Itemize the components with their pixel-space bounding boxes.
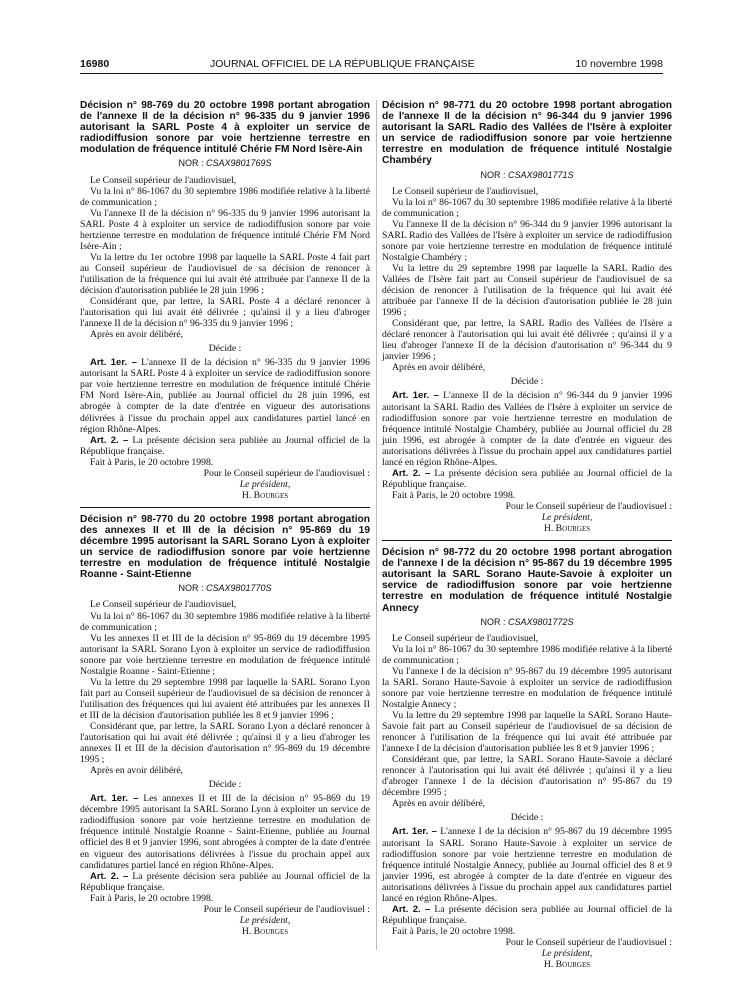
article-1 <box>80 793 370 870</box>
article-text: L'annexe II de la décision n° 96-335 du 9 janvier 1996 autorisant la SARL Poste 4 à exploiter un service de radiodiffusion sonore par voie hertzienne terrestre en modulation de fréquence intitulé Chérie FM Nord Isère-Ain, publiée au Journal officiel du 28 juin 1996, est abrogée à compter de la date d'entrée en vigueur des autorisations délivrées à l'issue du prochain appel aux candidatures partiel lancé en région Rhône-Alpes. <box>80 357 370 435</box>
paragraph: Vu la lettre du 1er octobre 1998 par laquelle la SARL Poste 4 fait part au Conseil supérieur de l'audiovisuel de sa décision de renoncer à l'utilisation de la fréquence qui lui avait été attribuée par l'annexe II de la décision d'autorisation publiée le 28 juin 1996 ; <box>80 251 370 296</box>
article-text: L'annexe II de la décision n° 96-344 du 9 janvier 1996 autorisant la SARL Radio des Vallées de l'Isère à exploiter un service de radiodiffusion sonore par voie hertzienne terrestre en modulation de fréquence intitulé Nostalgie Chambéry, publiée au Journal officiel du 28 juin 1996, est abrogée à compter de la date d'entrée en vigueur des autorisations délivrées à l'issue du prochain appel aux candidatures partiel lancé en région Rhône-Alpes. <box>382 390 672 468</box>
article-label: Art. 2. – <box>90 434 129 446</box>
decision-title: Décision n° 98-772 du 20 octobre 1998 portant abrogation de l'annexe I de la décision n° 95-867 du 19 décembre 1995 autorisant la SARL Sorano Haute-Savoie à exploiter un service de radiodiffusion sonore par voie hertzienne terrestre en modulation de fréquence intitulé Nostalgie Annecy <box>382 547 672 614</box>
paragraph: Vu l'annexe I de la décision n° 95-867 du 19 décembre 1995 autorisant la SARL Sorano Haute-Savoie à exploiter un service de radiodiffusion sonore par voie hertzienne terrestre en modulation de fréquence intitulé Nostalgie Annecy ; <box>382 665 672 710</box>
signature-role: Le président, <box>239 478 291 490</box>
article-label: Art. 2. – <box>90 870 129 882</box>
article-label: Art. 1er. – <box>90 793 139 805</box>
paragraph: Après en avoir délibéré, <box>90 765 184 777</box>
article-text: Les annexes II et III de la décision n° 95-869 du 19 décembre 1995 autorisant la SARL Sorano Lyon à exploiter un service de radiodiffusion sonore par voie hertzienne terrestre en modulation de fréquence intitulé Nostalgie Roanne - Saint-Etienne, publiée au Journal officiel des 8 et 9 janvier 1996, sont abrogées à compter de la date d'entrée en vigueur des autorisations délivrées à l'issue du prochain appel aux candidatures partiel lancé en région Rhône-Alpes. <box>80 793 371 871</box>
paragraph: Le Conseil supérieur de l'audiovisuel, <box>392 632 539 644</box>
decide-heading: Décide : <box>208 779 242 791</box>
paragraph: Après en avoir délibéré, <box>90 329 184 341</box>
paragraph: Vu la loi n° 86-1067 du 30 septembre 1986 modifiée relative à la liberté de communication ; <box>382 643 672 666</box>
article-2 <box>80 871 370 893</box>
decision-98-771 <box>382 100 672 534</box>
issue-date: 10 novembre 1998 <box>575 58 663 70</box>
nor-code: CSAX9801770S <box>205 583 272 594</box>
decision-98-772 <box>382 547 672 970</box>
nor-code: CSAX9801771S <box>507 169 574 180</box>
paragraph: Vu l'annexe II de la décision n° 96-344 du 9 janvier 1996 autorisant la SARL Radio des Vallées de l'Isère à exploiter un service de radiodiffusion sonore par voie hertzienne terrestre en modulation de fréquence intitulé Nostalgie Chambéry ; <box>382 218 672 263</box>
decide-heading: Décide : <box>208 343 242 355</box>
nor-label: NOR : <box>480 616 506 627</box>
paragraph: Considérant que, par lettre, la SARL Sorano Haute-Savoie a déclaré renoncer à l'autorisation qui lui avait été délivrée ; qu'ainsi il y a lieu d'abroger l'annexe I de la décision d'autorisation n° 95-867 du 19 décembre 1995 ; <box>382 754 672 799</box>
decision-98-770 <box>80 514 370 937</box>
article-1 <box>80 357 370 434</box>
nor-code: CSAX9801769S <box>205 158 272 169</box>
done-at: Fait à Paris, le 20 octobre 1998. <box>392 489 516 501</box>
nor-code: CSAX9801772S <box>507 616 574 627</box>
article-text: L'annexe I de la décision n° 95-867 du 19 décembre 1995 autorisant la SARL Sorano Haute-Savoie à exploiter un service de radiodiffusion sonore par voie hertzienne terrestre en modulation de fréquence intitulé Nostalgie Annecy, publiée au Journal officiel des 8 et 9 janvier 1996, est abrogée à compter de la date d'entrée en vigueur des autorisations délivrées à l'issue du prochain appel aux candidatures partiel lancé en région Rhône-Alpes. <box>382 826 672 904</box>
signature-line: Pour le Conseil supérieur de l'audiovisuel : <box>505 500 672 512</box>
right-column <box>382 100 672 970</box>
decide-heading: Décide : <box>510 812 544 824</box>
signature-role: Le président, <box>239 914 291 926</box>
section-divider <box>80 507 370 508</box>
paragraph: Considérant que, par lettre, la SARL Radio des Vallées de l'Isère a déclaré renoncer à l'autorisation qui lui avait été délivrée ; qu'ainsi il y a lieu d'abroger l'annexe II de la décision d'autorisation n° 96-344 du 9 janvier 1996 ; <box>382 318 672 363</box>
paragraph: Après en avoir délibéré, <box>392 798 486 810</box>
paragraph: Considérant que, par lettre, la SARL Poste 4 a déclaré renoncer à l'autorisation qui lui avait été délivrée ; qu'ainsi il y a lieu d'abroger l'annexe II de la décision n° 96-335 du 9 janvier 1996 ; <box>80 296 370 330</box>
left-column <box>80 100 370 937</box>
signature-name: H. Bourges <box>543 523 591 535</box>
header-rule <box>80 73 663 74</box>
paragraph: Le Conseil supérieur de l'audiovisuel, <box>392 185 539 197</box>
article-text: La présente décision sera publiée au Journal officiel de la République française. <box>382 467 672 490</box>
page-number: 16980 <box>80 58 110 70</box>
article-label: Art. 1er. – <box>392 826 437 838</box>
article-2 <box>382 904 672 926</box>
signature-line: Pour le Conseil supérieur de l'audiovisuel : <box>203 467 370 479</box>
paragraph: Considérant que, par lettre, la SARL Sorano Lyon a déclaré renoncer à l'autorisation qui lui avait été délivrée ; qu'ainsi il y a lieu d'abroger les annexes II et III de la décision d'autorisation n° 95-869 du 19 décembre 1995 ; <box>80 721 370 766</box>
signature-name: H. Bourges <box>241 925 289 937</box>
paragraph: Le Conseil supérieur de l'audiovisuel, <box>90 599 237 611</box>
article-label: Art. 2. – <box>392 467 431 479</box>
signature-role: Le président, <box>541 511 593 523</box>
signature-line: Pour le Conseil supérieur de l'audiovisuel : <box>505 936 672 948</box>
decision-title: Décision n° 98-769 du 20 octobre 1998 portant abrogation de l'annexe II de la décision n° 96-335 du 9 janvier 1996 autorisant la SARL Poste 4 à exploiter un service de radiodiffusion sonore par voie hertzienne terrestre en modulation de fréquence intitulé Chérie FM Nord Isère-Ain <box>80 100 370 156</box>
article-2 <box>80 435 370 457</box>
signature-role: Le président, <box>541 947 593 959</box>
section-divider <box>382 540 672 541</box>
paragraph: Vu l'annexe II de la décision n° 96-335 du 9 janvier 1996 autorisant la SARL Poste 4 à exploiter un service de radiodiffusion sonore par voie hertzienne terrestre en modulation de fréquence intitulé Chérie FM Nord Isère-Ain ; <box>80 207 370 252</box>
paragraph: Vu la lettre du 29 septembre 1998 par laquelle la SARL Sorano Haute-Savoie fait part au Conseil supérieur de l'audiovisuel de sa décision de renoncer à l'utilisation de la fréquence qui lui avait été attribuée par l'annexe I de la décision d'autorisation publiée les 8 et 9 janvier 1996 ; <box>382 710 672 755</box>
paragraph: Vu la loi n° 86-1067 du 30 septembre 1986 modifiée relative à la liberté de communication ; <box>80 185 370 208</box>
done-at: Fait à Paris, le 20 octobre 1998. <box>90 456 214 468</box>
nor-reference <box>80 583 370 594</box>
decision-98-769 <box>80 100 370 501</box>
paragraph: Vu la loi n° 86-1067 du 30 septembre 1986 modifiée relative à la liberté de communication ; <box>382 196 672 219</box>
decision-title: Décision n° 98-770 du 20 octobre 1998 portant abrogation des annexes II et III de la décision n° 95-869 du 19 décembre 1995 autorisant la SARL Sorano Lyon à exploiter un service de radiodiffusion sonore par voie hertzienne terrestre en modulation de fréquence intitulé Nostalgie Roanne - Saint-Etienne <box>80 513 370 581</box>
done-at: Fait à Paris, le 20 octobre 1998. <box>392 925 516 937</box>
nor-reference <box>382 617 672 628</box>
paragraph: Vu la loi n° 86-1067 du 30 septembre 1986 modifiée relative à la liberté de communication ; <box>80 610 370 633</box>
journal-title: JOURNAL OFFICIEL DE LA RÉPUBLIQUE FRANÇAISE <box>209 58 475 70</box>
page-header <box>80 56 663 72</box>
article-text: La présente décision sera publiée au Journal officiel de la République française. <box>80 870 370 893</box>
article-1 <box>382 390 672 467</box>
nor-label: NOR : <box>480 169 506 180</box>
article-label: Art. 2. – <box>392 903 431 915</box>
column-divider <box>376 100 377 950</box>
nor-reference <box>80 158 370 169</box>
decide-heading: Décide : <box>510 376 544 388</box>
article-text: La présente décision sera publiée au Journal officiel de la République française. <box>80 434 370 457</box>
nor-label: NOR : <box>178 158 204 169</box>
paragraph: Vu la lettre du 29 septembre 1998 par laquelle la SARL Sorano Lyon fait part au Conseil supérieur de l'audiovisuel de sa décision de renoncer à l'utilisation des fréquences qui lui avaient été attribuées par les annexes II et III de la décision d'autorisation publiée les 8 et 9 janvier 1996 ; <box>80 676 370 721</box>
done-at: Fait à Paris, le 20 octobre 1998. <box>90 892 214 904</box>
paragraph: Le Conseil supérieur de l'audiovisuel, <box>90 174 237 186</box>
signature-name: H. Bourges <box>543 959 591 971</box>
article-1 <box>382 826 672 903</box>
article-label: Art. 1er. – <box>90 357 137 369</box>
article-label: Art. 1er. – <box>392 390 439 402</box>
article-2 <box>382 468 672 490</box>
paragraph: Vu les annexes II et III de la décision n° 95-869 du 19 décembre 1995 autorisant la SARL Sorano Lyon à exploiter un service de radiodiffusion sonore par voie hertzienne terrestre en modulation de fréquence intitulé Nostalgie Roanne - Saint-Etienne ; <box>80 632 370 677</box>
decision-title: Décision n° 98-771 du 20 octobre 1998 portant abrogation de l'annexe II de la décision n° 96-344 du 9 janvier 1996 autorisant la SARL Radio des Vallées de l'Isère à exploiter un service de radiodiffusion sonore par voie hertzienne terrestre en modulation de fréquence intitulé Nostalgie Chambéry <box>382 100 672 167</box>
nor-reference <box>382 170 672 181</box>
paragraph: Après en avoir délibéré, <box>392 362 486 374</box>
article-text: La présente décision sera publiée au Journal officiel de la République française. <box>382 903 672 926</box>
signature-name: H. Bourges <box>241 489 289 501</box>
nor-label: NOR : <box>178 583 204 594</box>
paragraph: Vu la lettre du 29 septembre 1998 par laquelle la SARL Radio des Vallées de l'Isère fait part au Conseil supérieur de l'audiovisuel de sa décision de renoncer à l'utilisation de la fréquence qui lui avait été attribuée par l'annexe II de la décision d'autorisation publiée le 28 juin 1996 ; <box>382 262 672 319</box>
signature-line: Pour le Conseil supérieur de l'audiovisuel : <box>203 903 370 915</box>
